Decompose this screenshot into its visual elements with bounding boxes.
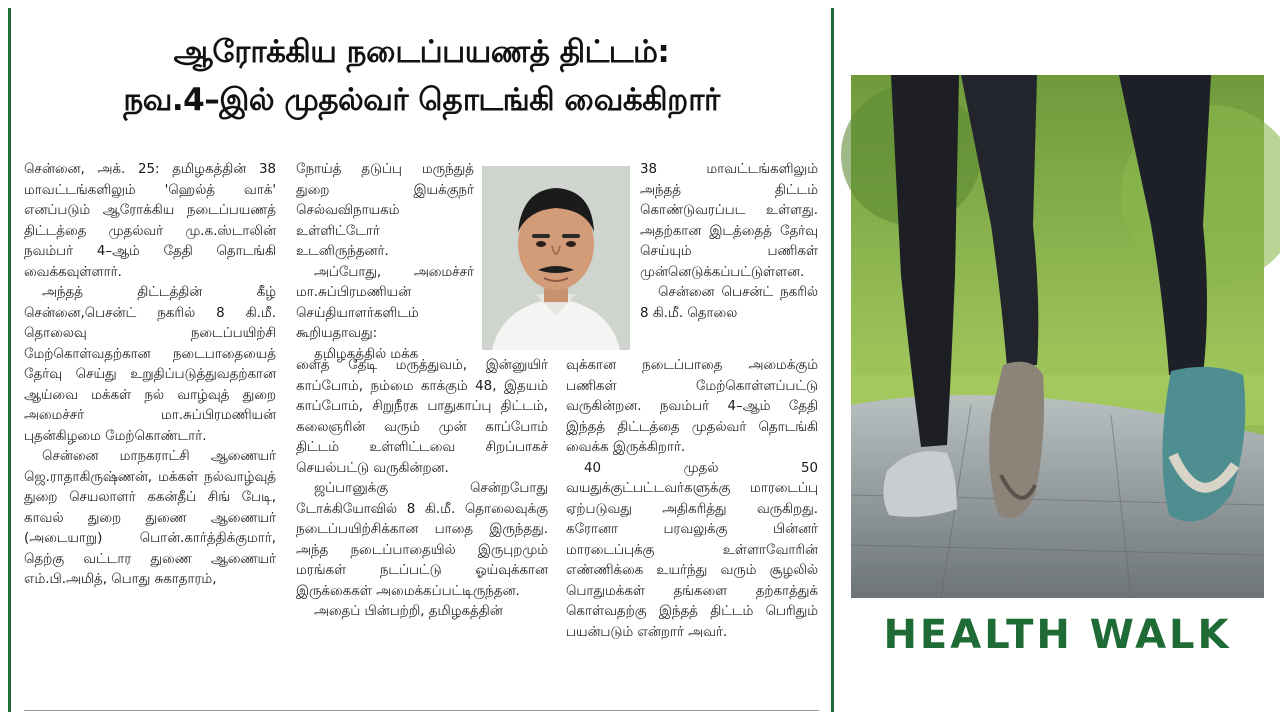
article-paragraph: 40 முதல் 50 வயதுக்குட்பட்டவர்களுக்கு மாரடைப்பு ஏற்படுவது அதிகரித்து வருகிறது. கரோனா பரவலுக்கு பின்னர் மாரடைப்புக்கு உள்ளாவோரின் எண்ணிக்கை உயர்ந்து வரும் சூழலில் பொதுமக்கள் தங்களை தற்காத்துக் கொள்வதற்கு இந்தத் திட்டம் பெரிதும் பயன்படும் என்றார் அவர்.: [566, 460, 818, 640]
headline: [24, 28, 819, 124]
article-column-3: [566, 356, 818, 688]
article-paragraph: ஜப்பானுக்கு சென்றபோது டோக்கியோவில் 8 கி.மீ. தொலைவுக்கு நடைப்பயிற்சிக்கான பாதை இருந்தது. அந்த நடைப்பாதையில் இருபுறமும் மரங்கள் நடப்பட்டு ஓய்வுக்கான இருக்கைகள் அமைக்கப்பட்டிருந்தன.: [296, 481, 548, 599]
portrait-illustration: [482, 166, 630, 350]
article-paragraph: அதைப் பின்பற்றி, தமிழகத்தின்: [314, 604, 503, 619]
article-column-1: [24, 160, 276, 688]
headline-line-2: நவ.4–இல் முதல்வர் தொடங்கி வைக்கிறார்: [123, 82, 720, 118]
article-paragraph: அந்தத் திட்டத்தின் கீழ் சென்னை,பெசன்ட் நகரில் 8 கி.மீ. தொலைவு நடைப்பயிற்சி மேற்கொள்வதற்கான நடைபாதையைத் தேர்வு செய்து உறுதிப்படுத்துவதற்கான ஆய்வை மக்கள் நல் வாழ்வுத் துறை அமைச்சர் மா.சுப்பிரமணியன் புதன்கிழமை மேற்கொண்டார்.: [24, 285, 276, 444]
article-paragraph: சென்னை பெசன்ட் நகரில் 8 கி.மீ. தொலை: [640, 285, 818, 321]
article-paragraph: ளைத் தேடி மருத்துவம், இன்னுயிர் காப்போம், நம்மை காக்கும் 48, இதயம் காப்போம், சிறுநீரக பாதுகாப்பு திட்டம், கலைஞரின் வரும் முன் காப்போம் திட்டம் உள்ளிட்டவை சிறப்பாகச் செயல்பட்டு வருகின்றன.: [296, 358, 548, 476]
portrait-photo: [482, 166, 630, 350]
article-column-2: [296, 356, 548, 688]
article-paragraph: வுக்கான நடைப்பாதை அமைக்கும் பணிகள் மேற்கொள்ளப்பட்டு வருகின்றன. நவம்பர் 4–ஆம் தேதி இந்தத் திட்டத்தை முதல்வர் தொடங்கி வைக்க இருக்கிறார்.: [566, 358, 818, 455]
walking-legs-photo: [851, 75, 1264, 598]
article-paragraph: அப்போது, அமைச்சர் மா.சுப்பிரமணியன் செய்தியாளர்களிடம் கூறியதாவது:: [296, 264, 474, 341]
article-paragraph: தமிழகத்தில் மக்க: [314, 346, 419, 362]
walking-illustration: [851, 75, 1264, 598]
column-divider-rule: [831, 8, 834, 712]
bottom-rule: [24, 710, 819, 711]
article-paragraph: 38 மாவட்டங்களிலும் அந்தத் திட்டம் கொண்டுவரப்பட உள்ளது. அதற்கான இடத்தைத் தேர்வு செய்யும் பணிகள் முன்னெடுக்கப்பட்டுள்ளன.: [640, 162, 818, 280]
photo-caption: HEALTH WALK: [883, 612, 1232, 658]
article-paragraph: சென்னை, அக். 25: தமிழகத்தின் 38 மாவட்டங்களிலும் 'ஹெல்த் வாக்' எனப்படும் ஆரோக்கிய நடைப்பயணத் திட்டத்தை முதல்வர் மு.க.ஸ்டாலின் நவம்பர் 4–ஆம் தேதி தொடங்கி வைக்கவுள்ளார்.: [24, 162, 276, 280]
headline-line-1: ஆரோக்கிய நடைப்பயணத் திட்டம்:: [173, 34, 670, 70]
article-paragraph: நோய்த் தடுப்பு மருந்துத் துறை இயக்குநர் செல்வவிநாயகம் உள்ளிட்டோர் உடனிருந்தனர்.: [296, 162, 474, 259]
article-column-2-top: [296, 160, 474, 362]
article-paragraph: சென்னை மாநகராட்சி ஆணையர் ஜெ.ராதாகிருஷ்ணன், மக்கள் நல்வாழ்வுத் துறை செயலாளர் ககன்தீப் சிங் பேடி, காவல் துறை துணை ஆணையர் (அடையாறு) பொன்.கார்த்திக்குமார், தெற்கு வட்டார துணை ஆணையர் எம்.பி.அமித், பொது சுகாதாரம்,: [24, 449, 276, 587]
left-border-rule: [8, 8, 11, 712]
article-column-3-top: [640, 160, 818, 335]
